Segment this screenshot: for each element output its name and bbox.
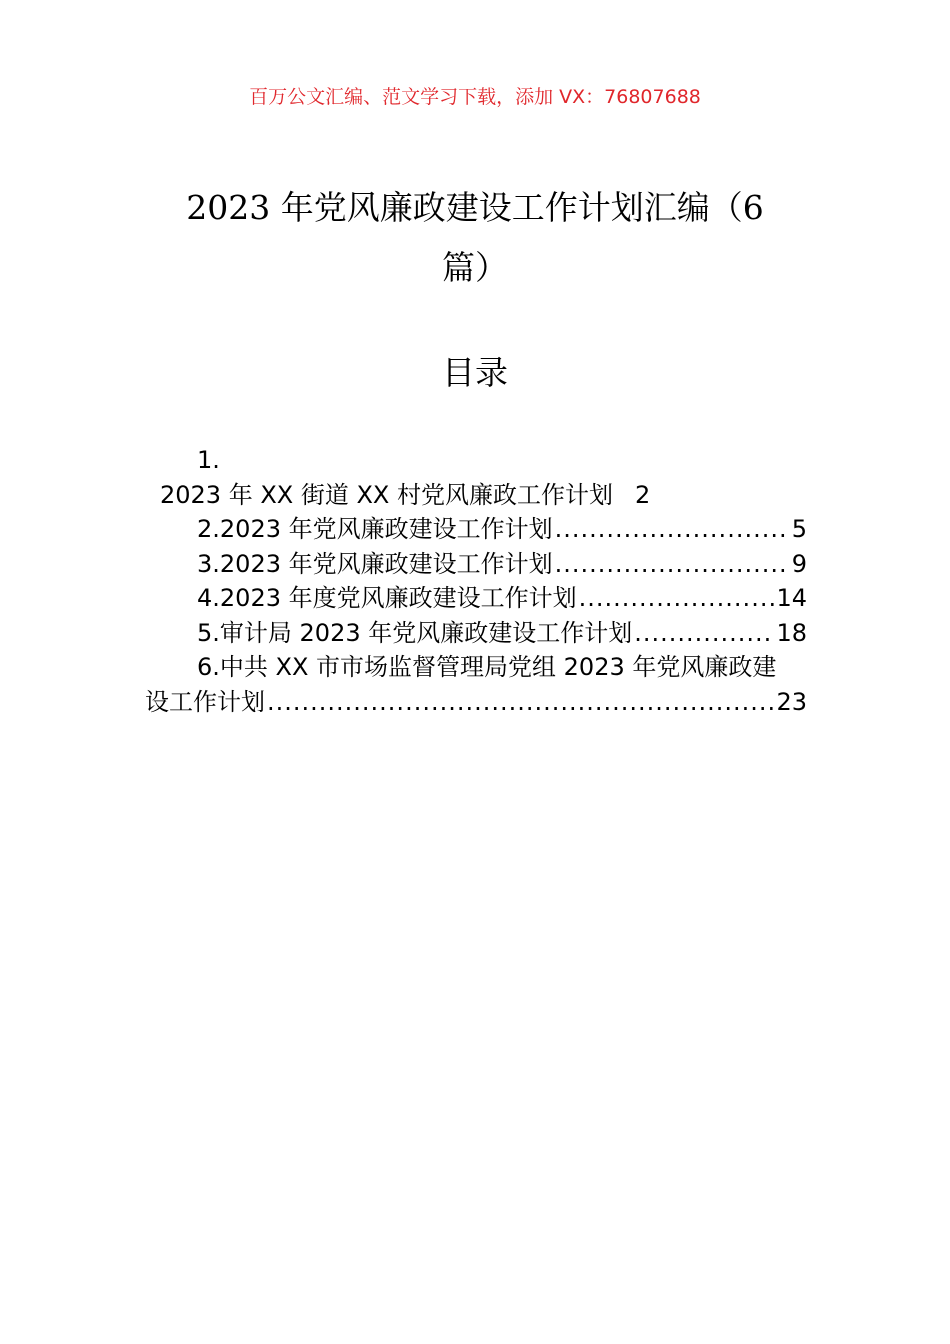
toc-leader-dots [267,685,774,720]
toc-leader-dots [634,616,774,651]
toc-heading: 目录 [442,353,508,392]
toc-entry-title: 5.审计局 2023 年党风廉政建设工作计划 [197,618,633,647]
toc-entry-6-line-1 [145,650,807,685]
document-title-line-2: 篇） [442,248,508,287]
document-title [170,178,780,298]
toc-entry-4[interactable] [145,581,807,616]
watermark-header: 百万公文汇编、范文学习下载，添加 VX：76807688 [249,86,701,108]
toc-entry-6-line-2 [145,685,807,720]
toc-leader-dots [579,581,775,616]
toc-leader-dots [555,547,790,582]
toc-entry-page: 14 [776,584,807,612]
document-title-line-1: 2023 年党风廉政建设工作计划汇编（6 [186,188,764,227]
toc-entry-3[interactable] [145,547,807,582]
toc-entry-6[interactable] [145,650,807,719]
toc-entry-number: 1. [197,446,220,474]
toc-entry-2[interactable] [145,512,807,547]
toc-entry-title-line-1: 6.中共 XX 市市场监督管理局党组 2023 年党风廉政建 [197,653,777,681]
toc-entry-title: 4.2023 年度党风廉政建设工作计划 [197,584,577,612]
toc-entry-title-line-2: 设工作计划 [145,687,265,716]
toc-entry-title: 3.2023 年党风廉政建设工作计划 [197,549,553,578]
table-of-contents [145,443,807,719]
toc-entry-page: 18 [776,618,807,647]
toc-entry-page: 2 [635,480,651,509]
toc-leader-dots [555,512,790,547]
toc-entry-page: 5 [791,515,807,543]
toc-entry-1-number-line[interactable] [145,443,807,478]
toc-entry-1[interactable] [145,478,807,513]
toc-entry-5[interactable] [145,616,807,651]
toc-entry-title: 2023 年 XX 街道 XX 村党风廉政工作计划 [160,480,613,509]
toc-entry-title: 2.2023 年党风廉政建设工作计划 [197,515,553,543]
toc-entry-page: 23 [776,687,807,716]
toc-entry-page: 9 [791,549,807,578]
